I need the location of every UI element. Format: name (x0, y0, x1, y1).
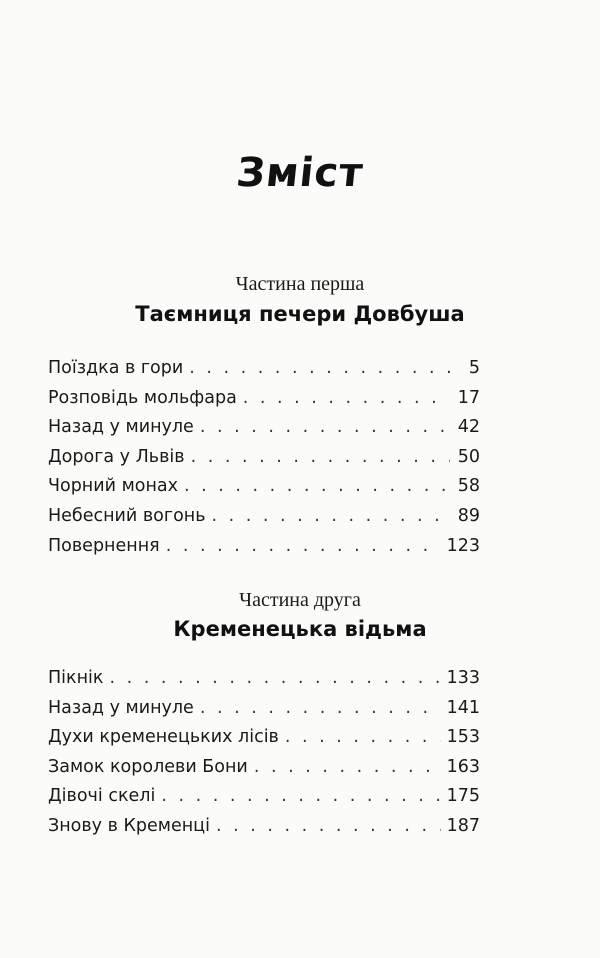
part-1-entries (48, 358, 480, 565)
toc-entry (48, 757, 480, 787)
entry-title: Небесний вогонь (48, 505, 206, 526)
entry-title: Духи кременецьких лісів (48, 727, 279, 748)
dot-leader (285, 727, 441, 747)
toc-entry (48, 727, 480, 757)
dot-leader (200, 698, 441, 718)
dot-leader (212, 506, 450, 526)
dot-leader (216, 816, 441, 836)
dot-leader (243, 388, 450, 408)
entry-page: 58 (457, 476, 480, 497)
dot-leader (189, 358, 450, 378)
entry-page: 163 (446, 756, 480, 777)
toc-entry (48, 668, 480, 698)
entry-page: 133 (446, 668, 480, 688)
entry-title: Назад у минуле (48, 697, 194, 718)
toc-entry (48, 358, 480, 388)
part-1-title: Таємниця печери Довбуша (135, 302, 465, 326)
part-2-title: Кременецька відьма (173, 617, 427, 641)
toc-entry (48, 536, 480, 566)
entry-page: 42 (457, 417, 480, 438)
part-2-entries (48, 668, 480, 846)
dot-leader (184, 476, 450, 496)
toc-entry (48, 447, 480, 477)
entry-title: Знову в Кременці (48, 815, 210, 836)
toc-entry (48, 698, 480, 728)
toc-heading: Зміст (234, 150, 366, 196)
dot-leader (191, 447, 450, 467)
entry-page: 175 (446, 786, 480, 807)
entry-page: 123 (446, 535, 480, 556)
toc-entry (48, 388, 480, 418)
dot-leader (254, 757, 441, 777)
toc-entry (48, 786, 480, 816)
entry-page: 89 (457, 505, 480, 526)
toc-entry (48, 816, 480, 846)
entry-title: Назад у минуле (48, 417, 194, 438)
entry-title: Поїздка в гори (48, 358, 184, 378)
dot-leader (161, 786, 440, 806)
toc-entry (48, 417, 480, 447)
dot-leader (200, 417, 450, 437)
entry-title: Дорога у Львів (48, 446, 185, 467)
entry-title: Чорний монах (48, 476, 178, 497)
entry-title: Повернення (48, 535, 160, 556)
entry-page: 187 (446, 815, 480, 836)
dot-leader (109, 668, 440, 688)
entry-page: 17 (457, 387, 480, 408)
entry-page: 141 (446, 697, 480, 718)
entry-page: 5 (468, 358, 480, 378)
dot-leader (166, 536, 441, 556)
entry-title: Розповідь мольфара (48, 387, 237, 408)
part-1-label: Частина перша (235, 273, 365, 295)
part-2-label: Частина друга (239, 589, 361, 611)
toc-entry (48, 476, 480, 506)
entry-title: Замок королеви Бони (48, 756, 248, 777)
entry-title: Пікнік (48, 668, 104, 688)
entry-page: 153 (446, 727, 480, 748)
toc-entry (48, 506, 480, 536)
entry-title: Дівочі скелі (48, 786, 156, 807)
entry-page: 50 (457, 446, 480, 467)
